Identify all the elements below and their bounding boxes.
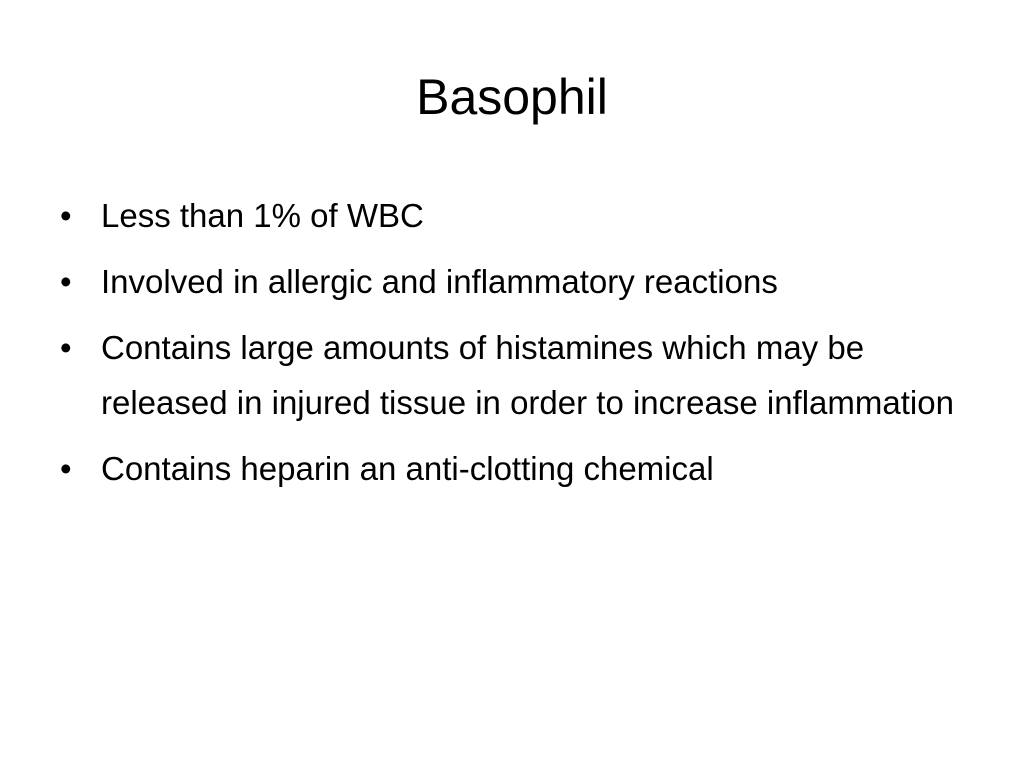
bullet-dot-icon: • [60,450,72,487]
bullet-text: Less than 1% of WBC [101,197,424,234]
bullet-list [58,188,958,507]
bullet-item [58,441,958,496]
bullet-dot-icon: • [60,197,72,234]
bullet-dot-icon: • [60,329,72,366]
slide-title: Basophil [416,69,608,125]
bullet-text: Contains large amounts of histamines which may be released in injured tissue in order to increase inflammation [101,329,954,421]
bullet-item [58,188,958,243]
bullet-dot-icon: • [60,263,72,300]
bullet-item [58,320,958,430]
bullet-item [58,254,958,309]
bullet-text: Contains heparin an anti-clotting chemical [101,450,714,487]
bullet-text: Involved in allergic and inflammatory reactions [101,263,778,300]
